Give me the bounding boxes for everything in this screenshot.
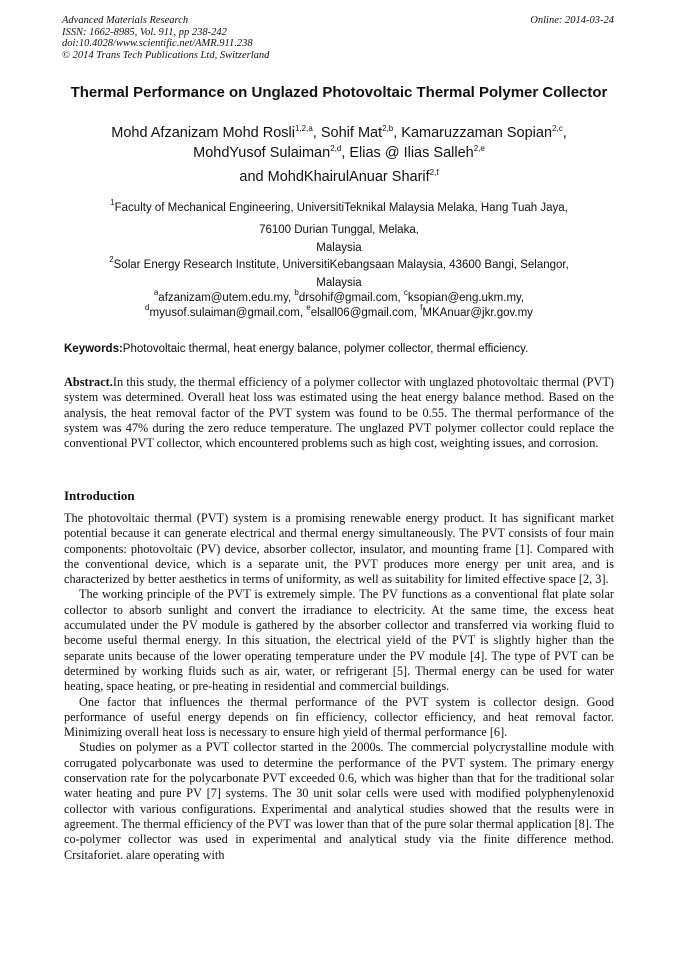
keywords-section [64, 342, 624, 357]
abstract-label: Abstract. [64, 375, 113, 389]
author-list [64, 123, 614, 187]
author-sup: 2,c [552, 124, 563, 133]
paragraph: One factor that influences the thermal performance of the PVT system is collector design. Good performance of useful energy depends on fin efficiency, collector efficiency, and heat removal factor. Minimizing overall heat loss is necessary to ensure high yield of thermal performance [6]. [64, 694, 614, 740]
doi-line: doi:10.4028/www.scientific.net/AMR.911.238 [62, 38, 253, 49]
journal-name: Advanced Materials Research [62, 15, 189, 26]
author-name: and MohdKhairulAnuar Sharif [239, 169, 430, 185]
author-sup: 2,d [330, 144, 342, 153]
author-sup: 1,2,a [295, 124, 313, 133]
abstract-section [64, 375, 614, 451]
introduction-body [64, 511, 614, 863]
author-sup: 2,f [429, 168, 439, 177]
affiliation-line: Solar Energy Research Institute, UniversitiKebangsaan Malaysia, 43600 Bangi, Selangor, [113, 259, 569, 271]
issn-line: ISSN: 1662-8985, Vol. 911, pp 238-242 [62, 26, 227, 38]
journal-info [62, 15, 269, 61]
email-address[interactable]: afzanizam@utem.edu.my, [158, 292, 295, 304]
keywords-label: Keywords: [64, 343, 123, 355]
author-name: Kamaruzzaman Sopian [401, 125, 553, 141]
keywords-text: Photovoltaic thermal, heat energy balance, polymer collector, thermal efficiency. [122, 343, 529, 355]
affiliation-1 [64, 199, 614, 257]
email-address[interactable]: ksopian@eng.ukm.my, [407, 292, 525, 304]
email-address[interactable]: drsohif@gmail.com, [298, 292, 404, 304]
email-list: $^a$afzanizam@utem.edu.my, $^b$drsohif@gmail.com, $^c$ksopian@eng.ukm.my, $^d$myusof.sulaiman@gmail.com, $^e$elsall06@gmail.com, $^f$MKAnuar@jkr.gov.my [145, 288, 533, 319]
author-sup: 2,e [473, 144, 485, 153]
affiliation-2 [64, 256, 614, 292]
email-address[interactable]: elsall06@gmail.com, [310, 306, 421, 319]
author-name: Elias @ Ilias Salleh [349, 145, 474, 161]
author-name: MohdYusof Sulaiman [193, 145, 331, 161]
author-name: Mohd Afzanizam Mohd Rosli [111, 125, 295, 141]
abstract-text: In this study, the thermal efficiency of a polymer collector with unglazed photovoltaic thermal (PVT) system was determined. Overall heat loss was estimated using the heat energy balance method. Based on the analysis, the heat removal factor of the PVT system was found to be 0.55. The thermal performance of the system was 47% during the zero reduce temperature. The unglazed PVT polymer collector could replace the conventional PVT collector, which encountered problems such as high cost, weighting issues, and corrosion. [64, 375, 614, 451]
affiliation-country: Malaysia [316, 242, 362, 254]
paragraph: Studies on polymer as a PVT collector started in the 2000s. The commercial polycrystalline module with corrugated polycarbonate was used to determine the performance of the PVT system. The primary energy conservation rate for the polycarbonate PVT exceeded 0.6, which was higher than that for the traditional solar water heating and pure PV [7] systems. The 30 unit solar cells were used with modified polyphenylenoxid collector with various configurations. Experimental and analytical studies showed that the results were in agreement. The thermal efficiency of the PVT was lower than that of the pure solar thermal application [8]. The co-polymer collector was used in experimental and analytical study via the finite difference method. Crsitaforiet. alare operating with [64, 740, 614, 862]
paragraph: The working principle of the PVT is extremely simple. The PV functions as a conventional flat plate solar collector to absorb sunlight and convert the irradiance to electricity. At the same time, the excess heat accumulated under the PV module is gathered by the absorber collector and transferred via working fluid to become useful thermal energy. In this situation, the electrical yield of the PVT is slightly higher than the separate units because of the lower operating temperature under the PV module [4]. The type of PVT can be determined by working fluids such as air, water, or refrigerant [5]. Thermal energy can be used for water heating, space heating, or pre-heating in residential and commercial buildings. [64, 587, 614, 694]
email-address[interactable]: myusof.sulaiman@gmail.com, [149, 306, 307, 319]
author-sup: 2,b [382, 124, 394, 133]
copyright-line: © 2014 Trans Tech Publications Ltd, Switzerland [62, 49, 270, 61]
paragraph: The photovoltaic thermal (PVT) system is a promising renewable energy product. It has significant market potential because it can generate electrical and thermal energy simultaneously. The PVT consists of four main components: photovoltaic (PV) device, absorber collector, insulator, and mounting frame [1]. Compared with the conventional device, which is a separate unit, the PVT produces more energy per unit area, and is characterized by better aesthetics in terms of uniformity, as well as suitability for limited effective space [2, 3]. [64, 511, 614, 587]
affiliation-sup: 1 [110, 198, 115, 207]
paper-title: Thermal Performance on Unglazed Photovoltaic Thermal Polymer Collector [70, 84, 608, 101]
affiliation-line: Faculty of Mechanical Engineering, UniversitiTeknikal Malaysia Melaka, Hang Tuah Jaya, [114, 202, 568, 214]
author-line-3 [64, 167, 614, 187]
affiliation-line: 76100 Durian Tunggal, Melaka, [259, 224, 419, 236]
affiliation-sup: 2 [109, 255, 114, 264]
section-heading-introduction: Introduction [64, 488, 135, 503]
author-name: Sohif Mat [320, 125, 383, 141]
affiliation-country: Malaysia [316, 277, 362, 289]
author-line-2: MohdYusof Sulaiman$^{2,d}$, Elias @ Ilias Salleh$^{2,e}$ [193, 144, 485, 161]
author-line-1: Mohd Afzanizam Mohd Rosli$^{1,2,a}$, Sohif Mat$^{2,b}$, Kamaruzzaman Sopian$^{2,c}$, [111, 124, 567, 141]
email-address[interactable]: MKAnuar@jkr.gov.my [422, 306, 533, 319]
online-date: Online: 2014-03-24 [530, 15, 614, 26]
